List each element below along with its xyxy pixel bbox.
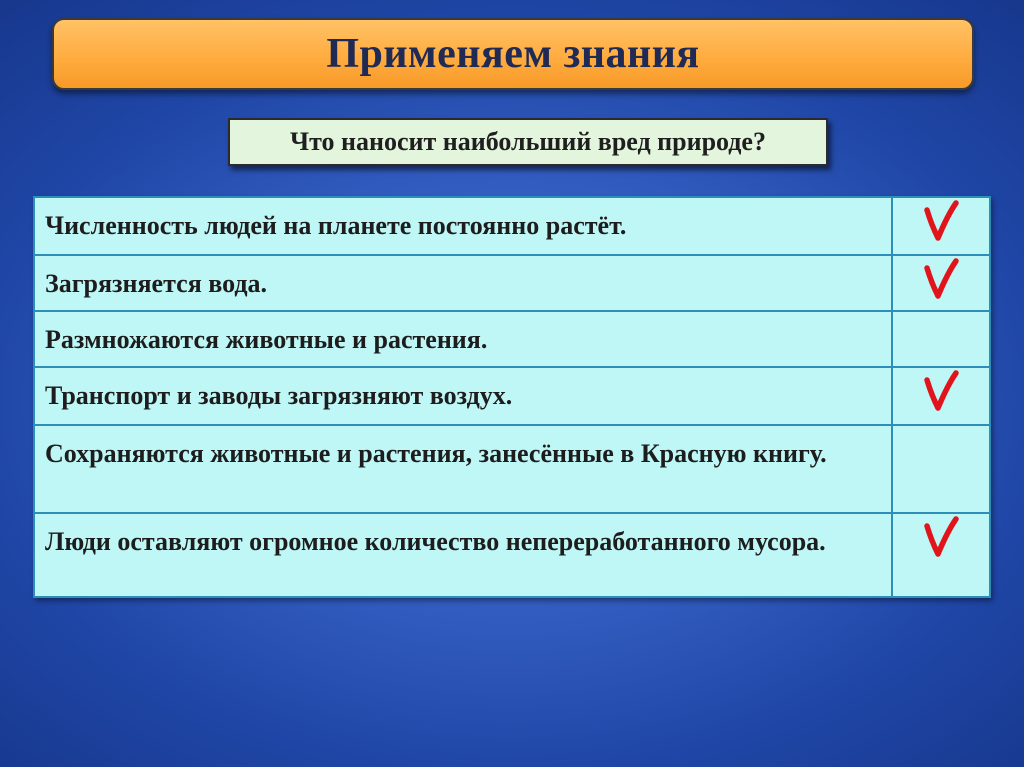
table-row — [34, 197, 990, 255]
table-row — [34, 425, 990, 513]
checkmark-icon — [921, 514, 961, 560]
mark-cell — [892, 311, 990, 367]
mark-cell — [892, 367, 990, 425]
statement-cell: Транспорт и заводы загрязняют воздух. — [34, 367, 892, 425]
table-row — [34, 311, 990, 367]
table-row — [34, 367, 990, 425]
table-row — [34, 513, 990, 597]
title-banner — [52, 18, 974, 90]
statement-cell: Размножаются животные и растения. — [34, 311, 892, 367]
statement-cell: Численность людей на планете постоянно растёт. — [34, 197, 892, 255]
checkmark-icon — [921, 198, 961, 244]
statement-cell: Загрязняется вода. — [34, 255, 892, 311]
mark-cell — [892, 513, 990, 597]
statement-cell: Люди оставляют огромное количество непереработанного мусора. — [34, 513, 892, 597]
mark-cell — [892, 425, 990, 513]
slide-title: Применяем знания — [326, 31, 700, 77]
table-row — [34, 255, 990, 311]
answers-table — [33, 196, 991, 598]
statement-cell: Сохраняются животные и растения, занесённые в Красную книгу. — [34, 425, 892, 513]
mark-cell — [892, 197, 990, 255]
checkmark-icon — [921, 256, 961, 302]
checkmark-icon — [921, 368, 961, 414]
question-text: Что наносит наибольший вред природе? — [290, 127, 766, 156]
mark-cell — [892, 255, 990, 311]
question-box — [228, 118, 828, 166]
